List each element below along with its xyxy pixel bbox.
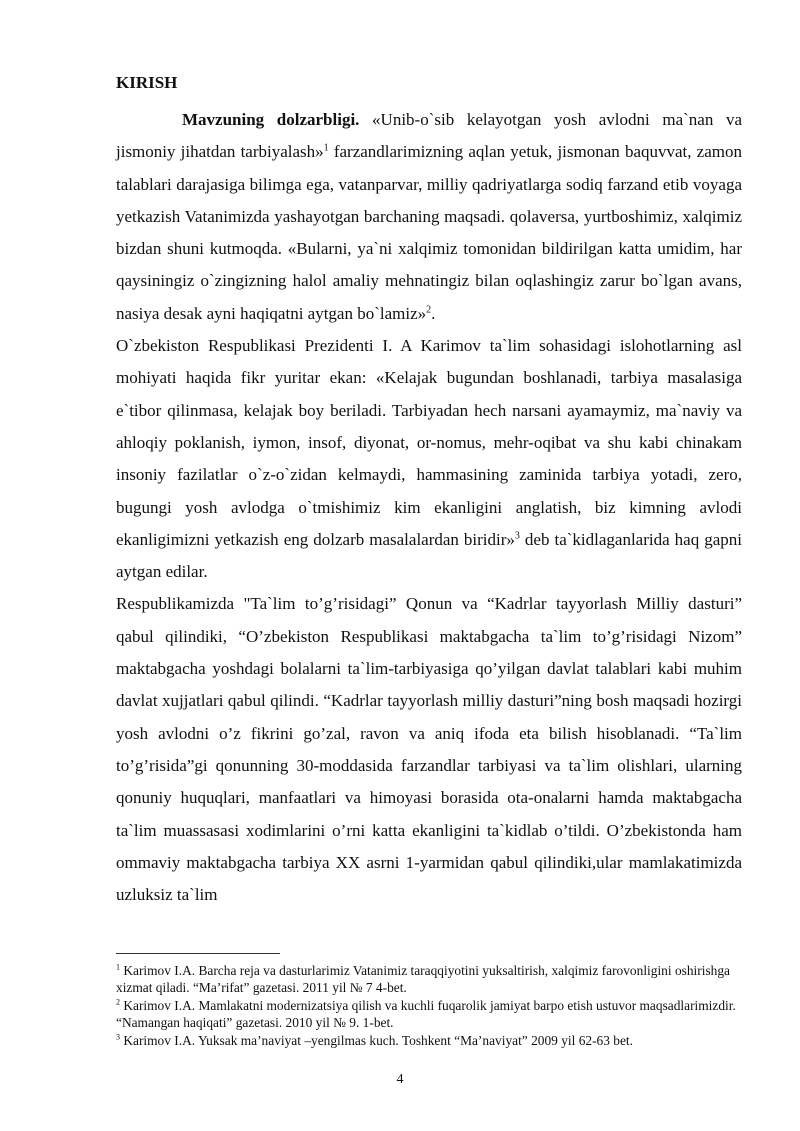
footnotes (116, 962, 756, 1050)
section-heading: KIRISH (116, 73, 178, 92)
footnote-text: Karimov I.A. Mamlakatni modernizatsiya qilish va kuchli fuqarolik jamiyat barpo etish ustuvor maqsadlarimizdir. “Namangan haqiqati” gazetasi. 2010 yil № 9. 1-bet. (116, 998, 736, 1030)
document-body (116, 72, 742, 911)
footnote-ref-2[interactable]: 2 (426, 304, 432, 316)
laws-paragraph: Respublikamizda "Ta`lim to’g’risidagi” Qonun va “Kadrlar tayyorlash Milliy dasturi” qabul qilindiki, “O’zbekiston Respublikasi maktabgacha ta`lim to’g’risidagi Nizom” maktabgacha yoshdagi bolalarni ta`lim-tarbiyasiga qo’yilgan davlat talablari kabi muhim davlat xujjatlari qabul qilindi. “Kadrlar tayyorlash milliy dasturi”ning bosh maqsadi hozirgi yosh avlodni o’z fikrini go’zal, ravon va aniq ifoda eta bilish hisoblanadi. “Ta`lim to’g’risida”gi qonunning 30-moddasida farzandlar tarbiyasi va ta`lim olishlari, ularning qonuniy huquqlari, manfaatlari va himoyasi borasida ota-onalarni hamda maktabgacha ta`lim muassasasi xodimlarini o’rni katta ekanligini ta`kidlab o’tildi. O’zbekistonda ham ommaviy maktabgacha tarbiya XX asrni 1-yarmidan qabul qilindiki,ular mamlakatimizda uzluksiz ta`lim (116, 594, 742, 905)
footnote-text: Karimov I.A. Yuksak ma’naviyat –yengilmas kuch. Toshkent “Ma’naviyat” 2009 yil 62-63 bet. (120, 1033, 634, 1048)
footnote-number: 2 (116, 997, 120, 1007)
intro-text-1: «Unib-o`sib kelayotgan yosh avlodni ma`nan va jismoniy jihatdan tarbiyalash» (116, 110, 742, 162)
footnote-number: 3 (116, 1032, 120, 1042)
intro-paragraph (116, 104, 742, 330)
footnote-ref-1[interactable]: 1 (323, 142, 329, 154)
footnote-text: Karimov I.A. Barcha reja va dasturlarimiz Vatanimiz taraqqiyotini yuksaltirish, xalqimiz farovonligini oshirishga xizmat qiladi. “Ma’rifat” gazetasi. 2011 yil № 7 4-bet. (116, 963, 730, 995)
footnote-separator (116, 953, 280, 954)
para2-text-1: O`zbekiston Respublikasi Prezidenti I. A Karimov ta`lim sohasidagi islohotlarning asl mohiyati haqida fikr yuritar ekan: «Kelajak bugundan boshlanadi, tarbiya masalasiga e`tibor qilinmasa, kelajak boy beriladi. Tarbiyadan hech narsani ayamaymiz, ma`naviy va ahloqiy poklanish, iymon, insof, diyonat, or-nomus, mehr-oqibat va shu kabi chinakam insoniy fazilatlar o`z-o`zidan kelmaydi, hammasining zaminida tarbiya yotadi, zero, bugungi yosh avlodga o`tmishimiz kim ekanligini anglatish, biz kimning avlodi ekanligimizni yetkazish eng dolzarb masalalardan biridir» (116, 336, 742, 549)
president-quote-paragraph (116, 330, 742, 588)
footnote-ref-3[interactable]: 3 (514, 530, 520, 542)
footnote-2 (116, 997, 756, 1031)
page-number: 4 (396, 1072, 404, 1087)
relevance-lead: Mavzuning dolzarbligi. (182, 110, 360, 129)
footnote-1 (116, 962, 756, 996)
intro-text-3: . (431, 303, 436, 323)
para2-text-2: deb ta`kidlaganlarida haq gapni aytgan edilar. (116, 529, 742, 582)
footnote-number: 1 (116, 962, 120, 972)
intro-text-2: farzandlarimizning aqlan yetuk, jismonan baquvvat, zamon talablari darajasiga bilimga ega, vatanparvar, milliy qadriyatlarga sodiq farzand etib voyaga yetkazish Vatanimizda yashayotgan barchaning maqsadi. qolaversa, yurtboshimiz, xalqimiz bizdan shuni kutmoqda. «Bularni, ya`ni xalqimiz tomonidan bildirilgan katta umidim, har qaysiningiz o`zingizning halol amaliy mehnatingiz bilan oqlashingiz zarur bo`lgan avans, nasiya desak ayni haqiqatni aytgan bo`lamiz» (116, 142, 742, 323)
footnote-3 (116, 1032, 756, 1049)
